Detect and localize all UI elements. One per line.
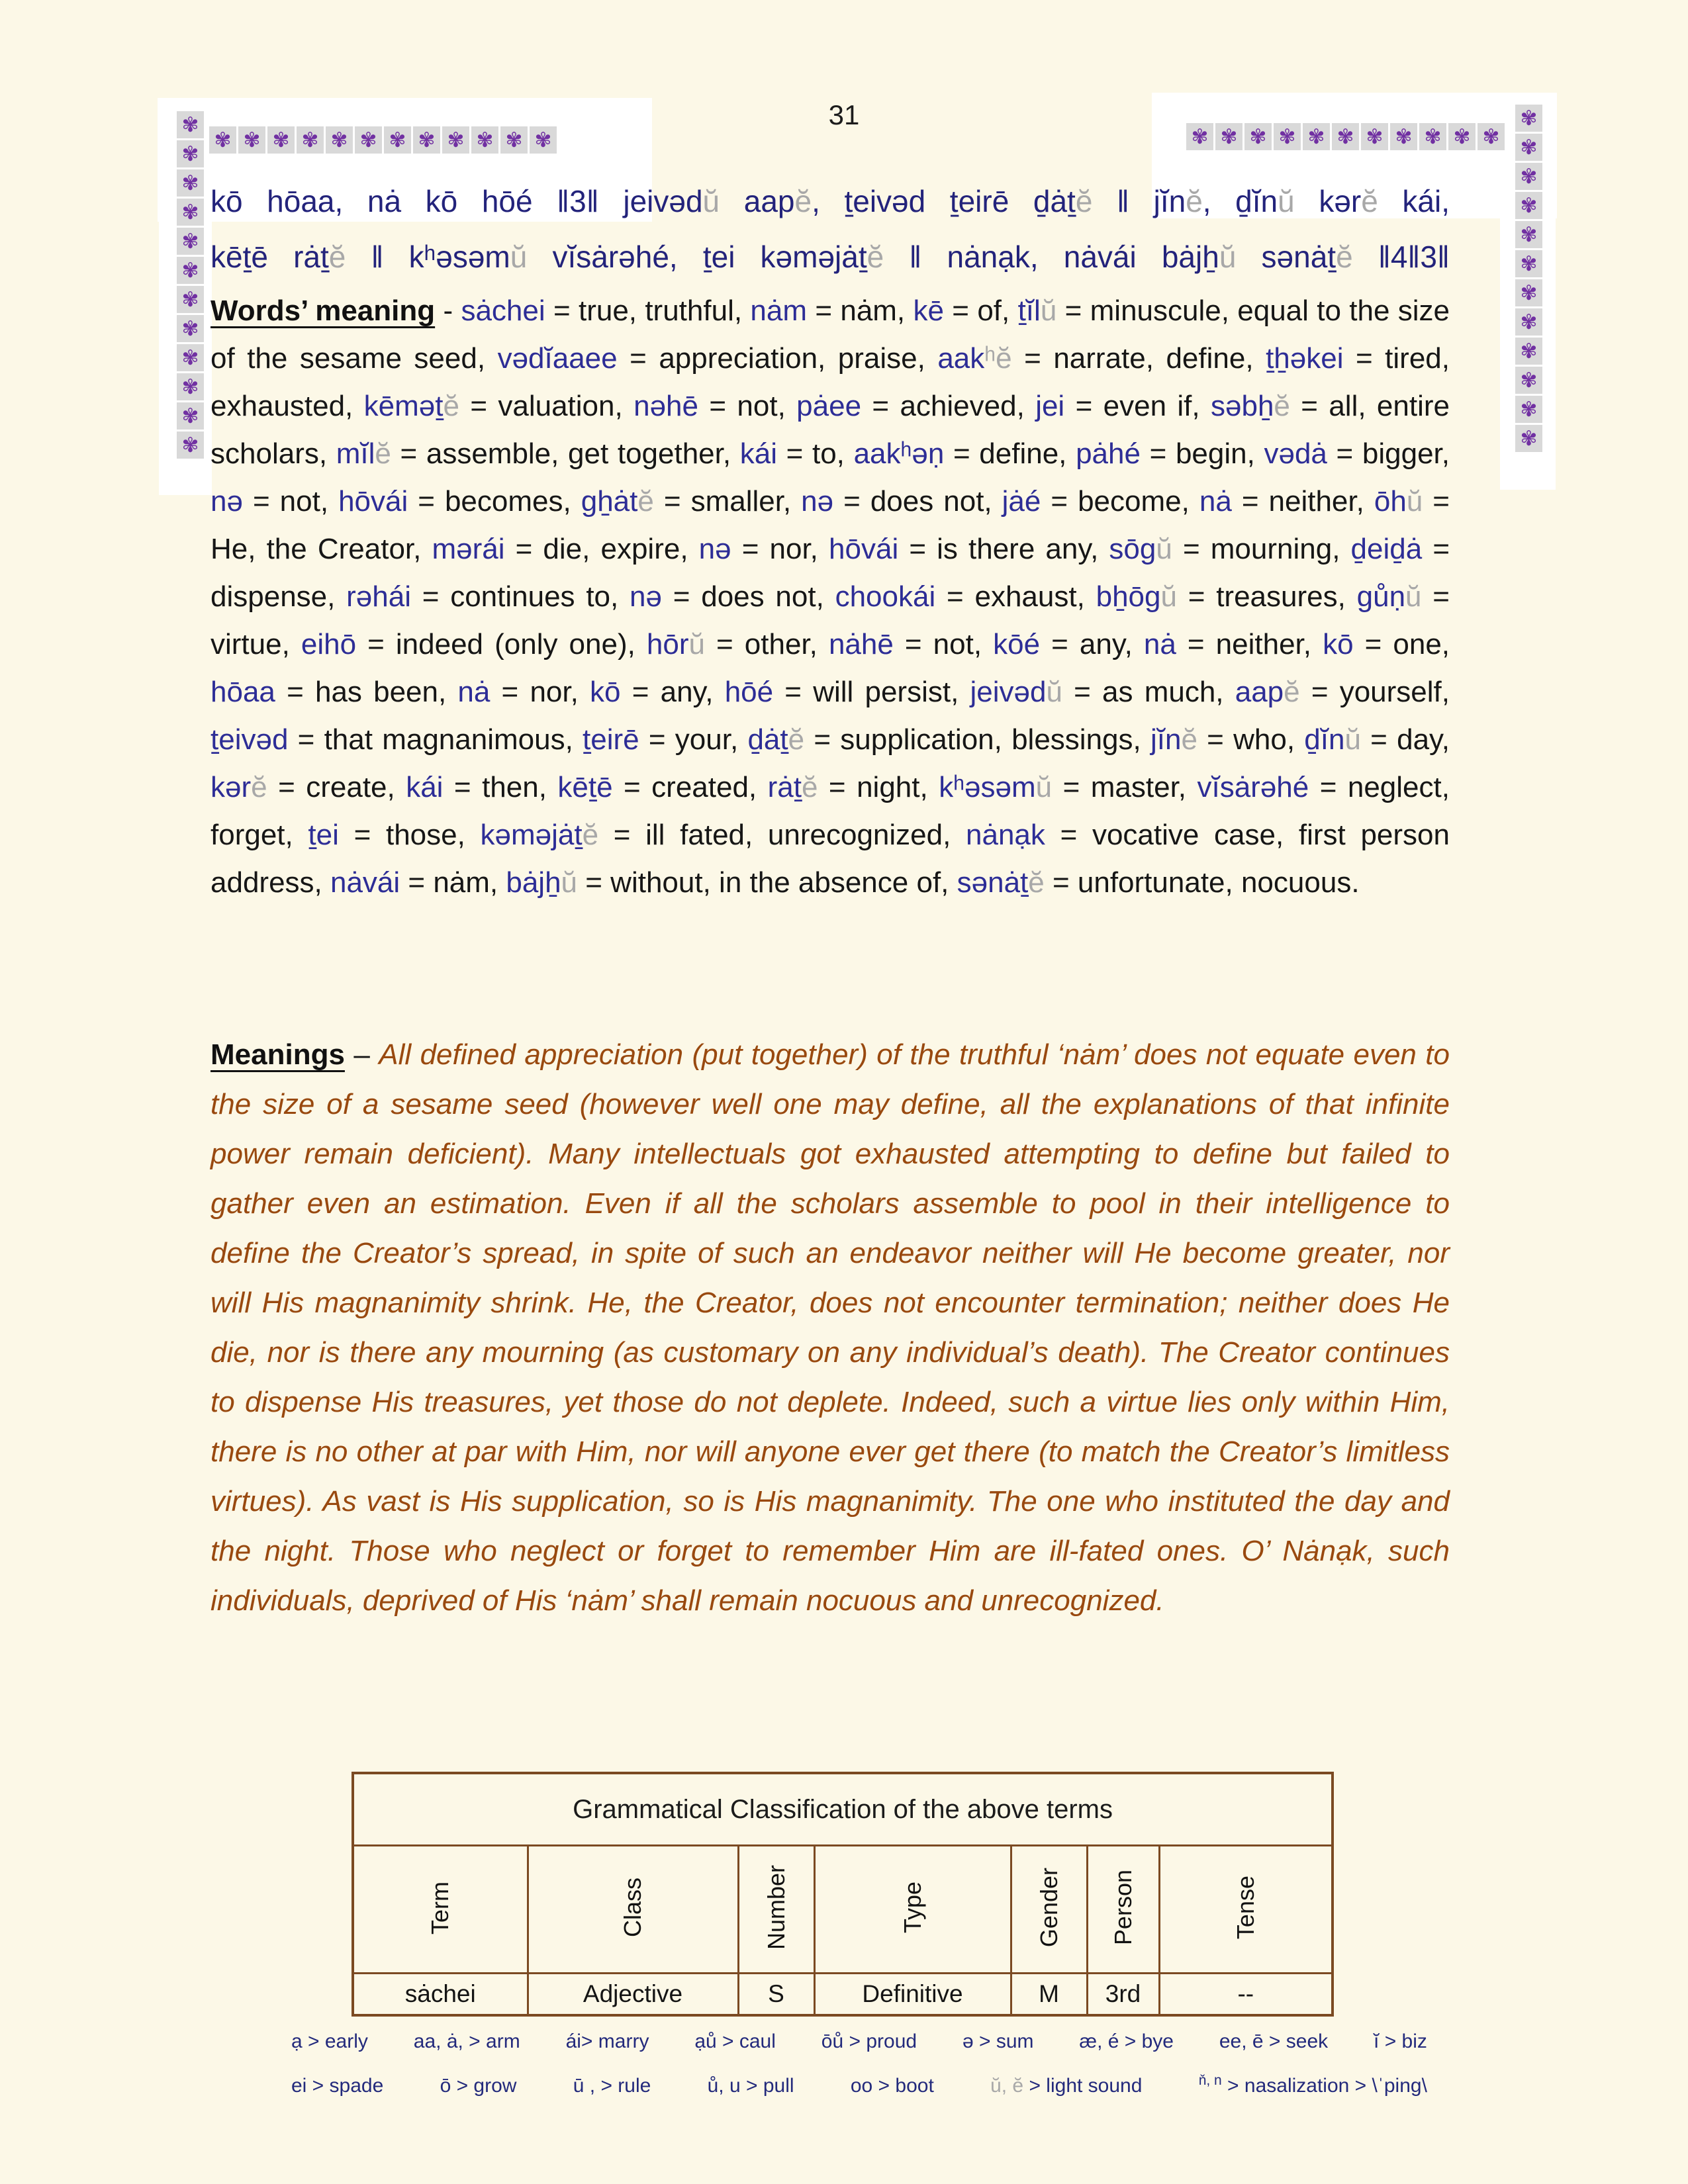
pron-item: ĭ > biz [1374, 2030, 1427, 2052]
pron-item: ee, ē > seek [1219, 2030, 1329, 2052]
flower-icon: ✾ [1515, 396, 1542, 423]
flower-icon: ✾ [1448, 123, 1476, 150]
shabad-line-1: kō hōaa, nȧ kō hōé ‖3‖ jeivədŭ aapĕ, ṯeivəd ṯeirē ḏȧṯĕ ‖ jĭnĕ, ḏĭnŭ kərĕ kái, [211, 184, 1450, 218]
flower-icon: ✾ [177, 199, 204, 226]
flower-icon: ✾ [1419, 123, 1446, 150]
col-header-class: Class [528, 1846, 738, 1974]
flower-icon: ✾ [1515, 308, 1542, 336]
flower-icon: ✾ [1215, 123, 1243, 150]
col-header-gender: Gender [1011, 1846, 1087, 1974]
pron-item: ə > sum [962, 2030, 1034, 2052]
pron-item: æ, é > bye [1079, 2030, 1174, 2052]
flower-icon: ✾ [177, 111, 204, 138]
grammar-classification-table [352, 1772, 1334, 2017]
flower-border-left-column [177, 111, 204, 459]
flower-icon: ✾ [326, 126, 353, 154]
flower-icon: ✾ [1515, 105, 1542, 132]
col-header-type: Type [814, 1846, 1011, 1974]
cell-gender: M [1011, 1974, 1087, 2016]
flower-icon: ✾ [500, 126, 528, 154]
flower-icon: ✾ [177, 344, 204, 371]
flower-icon: ✾ [177, 228, 204, 255]
pronunciation-row-2 [291, 2073, 1427, 2097]
pron-item: ạů > caul [694, 2030, 776, 2052]
col-header-term: Term [353, 1846, 528, 1974]
pronunciation-key [291, 2030, 1427, 2097]
flower-icon: ✾ [1515, 367, 1542, 394]
flower-icon: ✾ [1361, 123, 1388, 150]
flower-border-top-right-row [1186, 123, 1505, 150]
flower-icon: ✾ [177, 286, 204, 313]
flower-icon: ✾ [177, 432, 204, 459]
flower-icon: ✾ [177, 315, 204, 342]
flower-icon: ✾ [413, 126, 440, 154]
pron-item: ạ > early [291, 2030, 368, 2052]
pron-item: ō > grow [440, 2075, 517, 2097]
flower-icon: ✾ [442, 126, 469, 154]
flower-icon: ✾ [1515, 250, 1542, 277]
flower-icon: ✾ [177, 402, 204, 430]
pronunciation-row-1 [291, 2030, 1427, 2053]
flower-icon: ✾ [1390, 123, 1417, 150]
pron-item: ŭ, ĕ > light sound [990, 2075, 1143, 2097]
words-meaning-paragraph: Words’ meaning - sȧchei = true, truthful, nȧm = nȧm, kē = of, ṯĭlŭ = minuscule, equal to the size of the sesame seed, vədĭaaee = appreciation, praise, aakʰĕ = narrate, define, ṯẖəkei = tired, exhausted, kēməṯĕ = valuation, nəhē = not, pȧee = achieved, jei = even if, səbẖĕ = all, entire scholars, mĭlĕ = assemble, get together, kái = to, aakʰəṇ = define, pȧhé = begin, vədȧ = bigger, nə = not, hōvái = becomes, gẖȧtĕ = smaller, nə = does not, jȧé = become, nȧ = neither, ōhŭ = He, the Creator, mərái = die, expire, nə = nor, hōvái = is there any, sōgŭ = mourning, ḏeiḏȧ = dispense, rəhái = continues to, nə = does not, chookái = exhaust, bẖōgŭ = treasures, gůṇŭ = virtue, eihō = indeed (only one), hōrŭ = other, nȧhē = not, kōé = any, nȧ = neither, kō = one, hōaa = has been, nȧ = nor, kō = any, hōé = will persist, jeivədŭ = as much, aapĕ = yourself, ṯeivəd = that magnanimous, ṯeirē = your, ḏȧṯĕ = supplication, blessings, jĭnĕ = who, ḏĭnŭ = day, kərĕ = create, kái = then, kēṯē = created, rȧṯĕ = night, kʰəsəmŭ = master, vĭsȧrəhé = neglect, forget, ṯei = those, kəməjȧṯĕ = ill fated, unrecognized, nȧnạk = vocative case, first person address, nȧvái = nȧm, bȧjẖŭ = without, in the absence of, sənȧṯĕ = unfortunate, nocuous. [211, 295, 1450, 899]
flower-icon: ✾ [177, 257, 204, 284]
flower-icon: ✾ [177, 169, 204, 197]
cell-term: sȧchei [353, 1974, 528, 2016]
col-header-number: Number [738, 1846, 814, 1974]
flower-icon: ✾ [471, 126, 498, 154]
flower-icon: ✾ [1515, 221, 1542, 248]
flower-icon: ✾ [355, 126, 382, 154]
cell-person: 3rd [1087, 1974, 1159, 2016]
flower-icon: ✾ [1274, 123, 1301, 150]
flower-icon: ✾ [238, 126, 265, 154]
pron-item: $^{ň, n}$ > nasalization > \ˈping\ [1198, 2073, 1427, 2097]
flower-icon: ✾ [1244, 123, 1272, 150]
table-row [353, 1974, 1333, 2016]
flower-icon: ✾ [1515, 338, 1542, 365]
pron-item: ái> marry [565, 2030, 649, 2052]
table-header-row [353, 1846, 1333, 1974]
meanings-paragraph: Meanings – All defined appreciation (put together) of the truthful ‘nȧm’ does not equate even to the size of a sesame seed (however well one may define, all the explanations of that infinite power remain deficient). Many intellectuals got exhausted attempting to define but failed to gather even an estimation. Even if all the scholars assemble to pool in their intelligence to define the Creator’s spread, in spite of such an endeavor neither will He become greater, nor will His magnanimity shrink. He, the Creator, does not encounter termination; neither does He die, nor is there any mourning (as customary on any individual’s death). The Creator continues to dispense His treasures, yet those do not deplete. Indeed, such a virtue lies only within Him, there is no other at par with Him, nor will anyone ever get there (to match the Creator’s limitless virtues). As vast is His supplication, so is His magnanimity. The one who instituted the day and the night. Those who neglect or forget to remember Him are ill-fated ones. O’ Nȧnạk, such individuals, deprived of His ‘nȧm’ shall remain nocuous and unrecognized. [211, 1038, 1450, 1617]
flower-border-right-column [1515, 105, 1542, 452]
pron-item: ů, u > pull [707, 2075, 794, 2097]
flower-icon: ✾ [1303, 123, 1330, 150]
pron-item: ū , > rule [573, 2075, 651, 2097]
flower-icon: ✾ [1332, 123, 1359, 150]
col-header-person: Person [1087, 1846, 1159, 1974]
col-header-tense: Tense [1159, 1846, 1333, 1974]
cell-tense: -- [1159, 1974, 1333, 2016]
flower-icon: ✾ [384, 126, 411, 154]
pron-item: ōů > proud [821, 2030, 917, 2052]
flower-icon: ✾ [267, 126, 295, 154]
shabad-transliteration [211, 173, 1450, 285]
flower-icon: ✾ [297, 126, 324, 154]
shabad-line-2: kēṯē rȧṯĕ ‖ kʰəsəmŭ vĭsȧrəhé, ṯei kəməjȧṯĕ ‖ nȧnạk, nȧvái bȧjẖŭ sənȧṯĕ ‖4‖3‖ [211, 240, 1450, 274]
flower-icon: ✾ [1515, 163, 1542, 190]
pron-item: aa, ȧ, > arm [413, 2030, 520, 2052]
cell-number: S [738, 1974, 814, 2016]
flower-icon: ✾ [1186, 123, 1213, 150]
page-number: 31 [828, 99, 860, 130]
flower-icon: ✾ [1515, 279, 1542, 306]
flower-icon: ✾ [1477, 123, 1505, 150]
flower-border-top-left-row [209, 126, 557, 154]
flower-icon: ✾ [1515, 192, 1542, 219]
cell-type: Definitive [814, 1974, 1011, 2016]
pron-item: ei > spade [291, 2075, 384, 2097]
cell-class: Adjective [528, 1974, 738, 2016]
flower-icon: ✾ [1515, 134, 1542, 161]
flower-icon: ✾ [1515, 425, 1542, 452]
pron-item: oo > boot [850, 2075, 934, 2097]
flower-icon: ✾ [177, 373, 204, 400]
flower-icon: ✾ [209, 126, 236, 154]
flower-icon: ✾ [530, 126, 557, 154]
flower-icon: ✾ [177, 140, 204, 167]
table-title: Grammatical Classification of the above terms [353, 1773, 1333, 1846]
